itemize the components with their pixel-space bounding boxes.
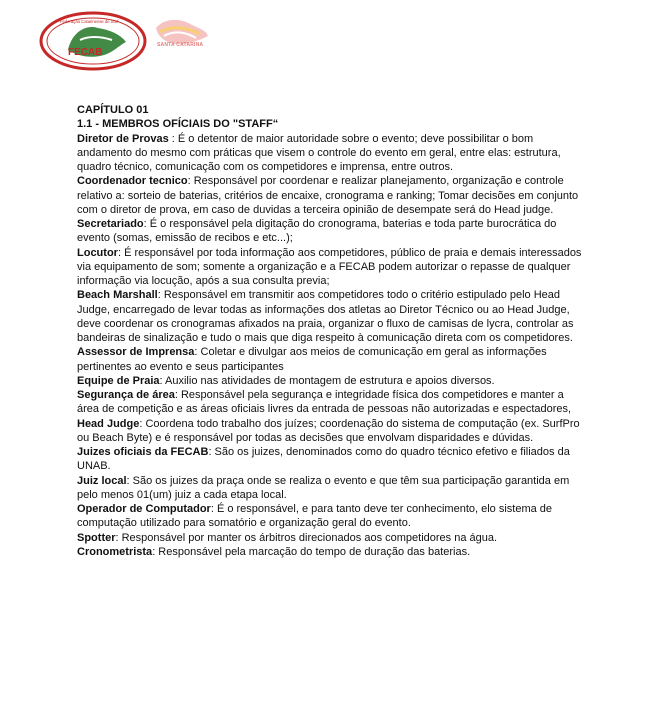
document-body — [77, 103, 585, 559]
fecab-logo-text: FECAB — [68, 47, 103, 58]
section-separator: - — [92, 118, 103, 131]
entry-description: : Responsável em transmitir aos competidores todo o critério estipulado pelo Head Judge, encarregado de levar todas as informações dos atletas ao Diretor Técnico ou ao Head Judge, deve coordenar os cronogramas afixados na praia, organizar o fluxo de camisas de lycra, controlar as bandeiras de sinalização e tudo o mais que diga respeito à comunicação direta com os competidores. — [77, 289, 574, 344]
entry-secretariado — [77, 217, 585, 246]
section-title: MEMBROS OFÍCIAIS DO "STAFF“ — [102, 118, 279, 131]
section-heading — [77, 117, 585, 131]
entry-description: : São os juizes, denominados como do quadro técnico efetivo e filiados da UNAB. — [77, 446, 570, 473]
entry-description: : Auxilio nas atividades de montagem de estrutura e apoios diversos. — [159, 374, 495, 387]
entry-term: Assessor de Imprensa — [77, 346, 195, 359]
entry-term: Equipe de Praia — [77, 374, 160, 387]
entry-beach-marshall — [77, 288, 585, 345]
entry-term: Juiz local — [77, 474, 127, 487]
entry-description: : É o detentor de maior autoridade sobre o evento; deve possibilitar o bom andamento do mesmo com práticas que visem o controle do evento em geral, entre elas: estrutura, quadro técnico, comunicação com os competidores e imprensa, entre outros. — [77, 132, 561, 173]
entry-term: Diretor de Provas — [77, 132, 169, 145]
entry-term: Locutor — [77, 246, 118, 259]
entry-description: : Coordena todo trabalho dos juízes; coordenação do sistema de computação (ex. SurfPro ou Beach Byte) e é responsável por todas as decisões que envolvam disparidades e dúvidas. — [77, 417, 580, 444]
entry-description: : É o responsável, e para tanto deve ter conhecimento, elo sistema de computação utilizado para somatório e organização geral do evento. — [77, 503, 553, 530]
entry-cronometrista — [77, 545, 585, 559]
entry-description: : Coletar e divulgar aos meios de comunicação em geral as informações pertinentes ao evento e seus participantes — [77, 346, 547, 373]
entry-locutor — [77, 246, 585, 289]
entry-spotter — [77, 531, 585, 545]
entry-term: Juizes oficiais da FECAB — [77, 446, 209, 458]
entry-term: Spotter — [77, 531, 116, 544]
entry-description: : Responsável pela segurança e integridade física dos competidores e manter a área de competição e as áreas oficiais livres da entrada de pessoas não autorizadas e espectadores, — [77, 389, 572, 416]
entry-juiz-local — [77, 474, 585, 503]
chapter-heading: CAPÍTULO 01 — [77, 104, 149, 116]
entry-description: : É responsável por toda informação aos competidores, público de praia e demais interessados via equipamento de som; somente a organização e a FECAB podem autorizar o repasse de qualquer informação via locução, após a sua consulta previa; — [77, 246, 582, 287]
entry-juizes-oficiais — [77, 445, 585, 474]
entry-operador-de-computador — [77, 502, 585, 531]
entry-coordenador-tecnico — [77, 174, 585, 217]
entry-term: Head Judge — [77, 417, 140, 430]
entry-term: Operador de Computador — [77, 503, 211, 515]
entry-diretor-de-provas — [77, 132, 585, 175]
entry-description: : Responsável por coordenar e realizar planejamento, organização e controle relativo a: sorteio de baterias, critérios de encaixe, cronograma e ranking; Tomar decisões em conjunto com o diretor de prova, em caso de duvidas a terceira opinião de desempate será do Head judge. — [77, 175, 579, 216]
entry-description: : Responsável pela marcação do tempo de duração das baterias. — [152, 545, 471, 558]
entry-term: Secretariado — [77, 218, 144, 230]
santa-catarina-logo-text: SANTA CATARINA — [157, 42, 204, 48]
fecab-logo — [38, 10, 148, 72]
fecab-logo-arc-text: Federação Catarinense de Surf — [60, 19, 119, 24]
entry-term: Segurança de área — [77, 389, 175, 401]
entry-description: : Responsável por manter os árbitros direcionados aos competidores na água. — [115, 531, 498, 544]
entry-term: Beach Marshall — [77, 289, 158, 302]
entry-description: : É o responsável pela digitação do cronograma, baterias e toda parte burocrática do evento (somas, emissão de recibos e etc...); — [77, 218, 557, 245]
entry-assessor-de-imprensa — [77, 345, 585, 374]
section-number: 1.1 — [77, 118, 93, 131]
santa-catarina-logo — [150, 14, 212, 54]
entry-equipe-de-praia — [77, 374, 585, 388]
entry-description: : São os juizes da praça onde se realiza o evento e que têm sua participação garantida em pelo menos 01(um) juiz a cada etapa local. — [77, 474, 570, 501]
entry-term: Coordenador tecnico — [77, 175, 188, 188]
entry-term: Cronometrista — [77, 545, 153, 558]
entry-seguranca-de-area — [77, 388, 585, 417]
entry-head-judge — [77, 417, 585, 446]
